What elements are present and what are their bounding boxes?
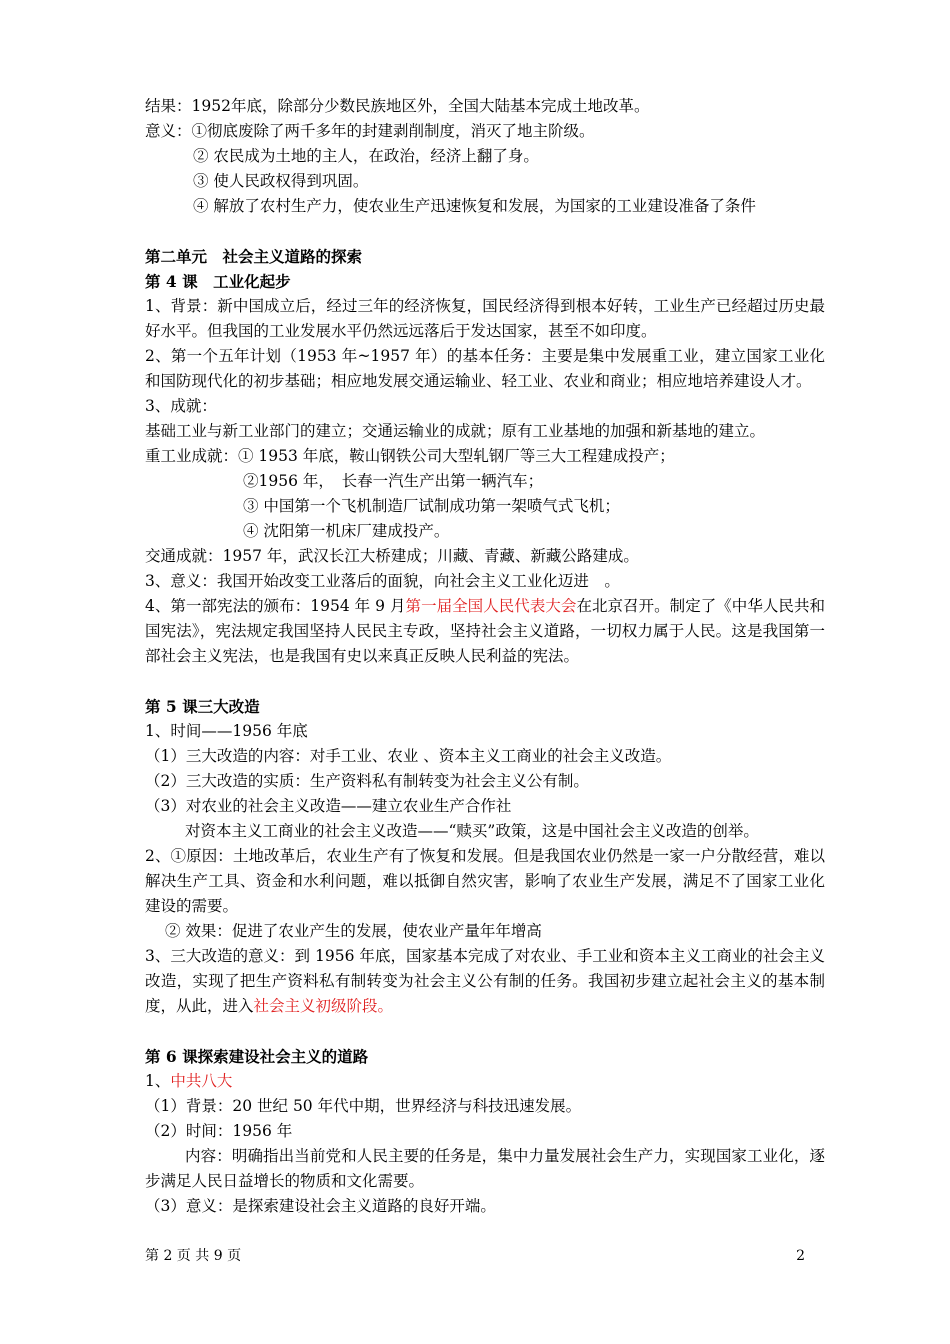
eighth-congress-highlight: 中共八大 <box>170 1072 233 1090</box>
constitution-text-b: 在北京召开。制定了《中华人民共和国宪法》，宪法规定我国坚持人民民主专政，坚持社会主义道路，一切权力属于人民。这是我国第一部社会主义宪法，也是我国有史以来真正反映人民利益的宪法。 <box>145 597 825 665</box>
lesson6-meaning: （3）意义：是探索建设社会主义道路的良好开端。 <box>145 1197 496 1215</box>
lesson5-significance <box>145 944 825 1019</box>
lesson5-reason: 2、①原因：土地改革后，农业生产有了恢复和发展。但是我国农业仍然是一家一户分散经营，难以解决生产工具、资金和水利问题，难以抵御自然灾害，影响了农业生产发展，满足不了国家工业化建设的需要。 <box>145 847 825 915</box>
heavy-industry-3: ③ 中国第一个飞机制造厂试制成功第一架喷气式飞机； <box>243 497 620 515</box>
lesson6-time: （2）时间：1956 年 <box>145 1122 293 1140</box>
lesson5-effect: ② 效果：促进了农业产生的发展，使农业产量年年增高 <box>165 922 542 940</box>
land-reform-significance-1: 意义：①彻底废除了两千多年的封建剥削制度，消灭了地主阶级。 <box>145 122 595 140</box>
lesson4-plan: 2、第一个五年计划（1953 年~1957 年）的基本任务：主要是集中发展重工业，建立国家工业化和国防现代化的初步基础；相应地发展交通运输业、轻工业、农业和商业；相应地培养建设人才。 <box>145 347 825 390</box>
npc-highlight: 第一届全国人民代表大会 <box>405 597 577 615</box>
lesson4-background: 1、背景：新中国成立后，经过三年的经济恢复，国民经济得到根本好转，工业生产已经超过历史最好水平。但我国的工业发展水平仍然远远落后于发达国家，甚至不如印度。 <box>145 297 825 340</box>
lesson5-time: 1、时间——1956 年底 <box>145 722 308 740</box>
lesson4-achievements-summary: 基础工业与新工业部门的建立；交通运输业的成就；原有工业基地的加强和新基地的建立。 <box>145 422 766 440</box>
heavy-industry-4: ④ 沈阳第一机床厂建成投产。 <box>243 522 450 540</box>
lesson5-title: 第 5 课三大改造 <box>145 697 260 716</box>
land-reform-significance-4: ④ 解放了农村生产力，使农业生产迅速恢复和发展，为国家的工业建设准备了条件 <box>193 197 756 215</box>
constitution-paragraph <box>145 594 825 669</box>
unit-title: 第二单元 社会主义道路的探索 <box>145 247 363 266</box>
lesson5-capital: 对资本主义工商业的社会主义改造——“赎买”政策，这是中国社会主义改造的创举。 <box>185 822 759 840</box>
lesson4-title: 第 4 课 工业化起步 <box>145 272 291 291</box>
lesson5-essence: （2）三大改造的实质：生产资料私有制转变为社会主义公有制。 <box>145 772 589 790</box>
page-count-label: 第 2 页 共 9 页 <box>145 1248 242 1264</box>
lesson6-content: 内容：明确指出当前党和人民主要的任务是，集中力量发展社会生产力，实现国家工业化，逐步满足人民日益增长的物质和文化需要。 <box>145 1147 825 1190</box>
lesson6-title: 第 6 课探索建设社会主义的道路 <box>145 1047 369 1066</box>
lesson4-meaning: 3、意义：我国开始改变工业落后的面貌，向社会主义工业化迈进 。 <box>145 572 620 590</box>
land-reform-result: 结果：1952年底，除部分少数民族地区外，全国大陆基本完成土地改革。 <box>145 97 650 115</box>
primary-stage-highlight: 社会主义初级阶段。 <box>253 997 394 1015</box>
heavy-industry-1: 重工业成就：① 1953 年底，鞍山钢铁公司大型轧钢厂等三大工程建成投产； <box>145 447 675 465</box>
land-reform-significance-2: ② 农民成为土地的主人，在政治，经济上翻了身。 <box>193 147 539 165</box>
transport-achievements: 交通成就：1957 年，武汉长江大桥建成；川藏、青藏、新藏公路建成。 <box>145 547 639 565</box>
lesson6-item1 <box>145 1069 825 1094</box>
page-body <box>145 94 825 1219</box>
lesson5-content: （1）三大改造的内容：对手工业、农业 、资本主义工商业的社会主义改造。 <box>145 747 672 765</box>
land-reform-significance-3: ③ 使人民政权得到巩固。 <box>193 172 369 190</box>
heavy-industry-2: ②1956 年， 长春一汽生产出第一辆汽车； <box>243 472 544 490</box>
lesson4-achievements-head: 3、成就： <box>145 397 217 415</box>
constitution-text-a: 4、第一部宪法的颁布：1954 年 9 月 <box>145 597 406 615</box>
lesson6-background: （1）背景：20 世纪 50 年代中期，世界经济与科技迅速发展。 <box>145 1097 582 1115</box>
page-number: 2 <box>796 1248 805 1264</box>
lesson5-agri: （3）对农业的社会主义改造——建立农业生产合作社 <box>145 797 512 815</box>
lesson6-item1-number: 1、 <box>145 1072 171 1090</box>
lesson5-significance-text: 3、三大改造的意义：到 1956 年底，国家基本完成了对农业、手工业和资本主义工商业的社会主义改造，实现了把生产资料私有制转变为社会主义公有制的任务。我国初步建立起社会主义的基本制度，从此，进入 <box>145 947 825 1015</box>
